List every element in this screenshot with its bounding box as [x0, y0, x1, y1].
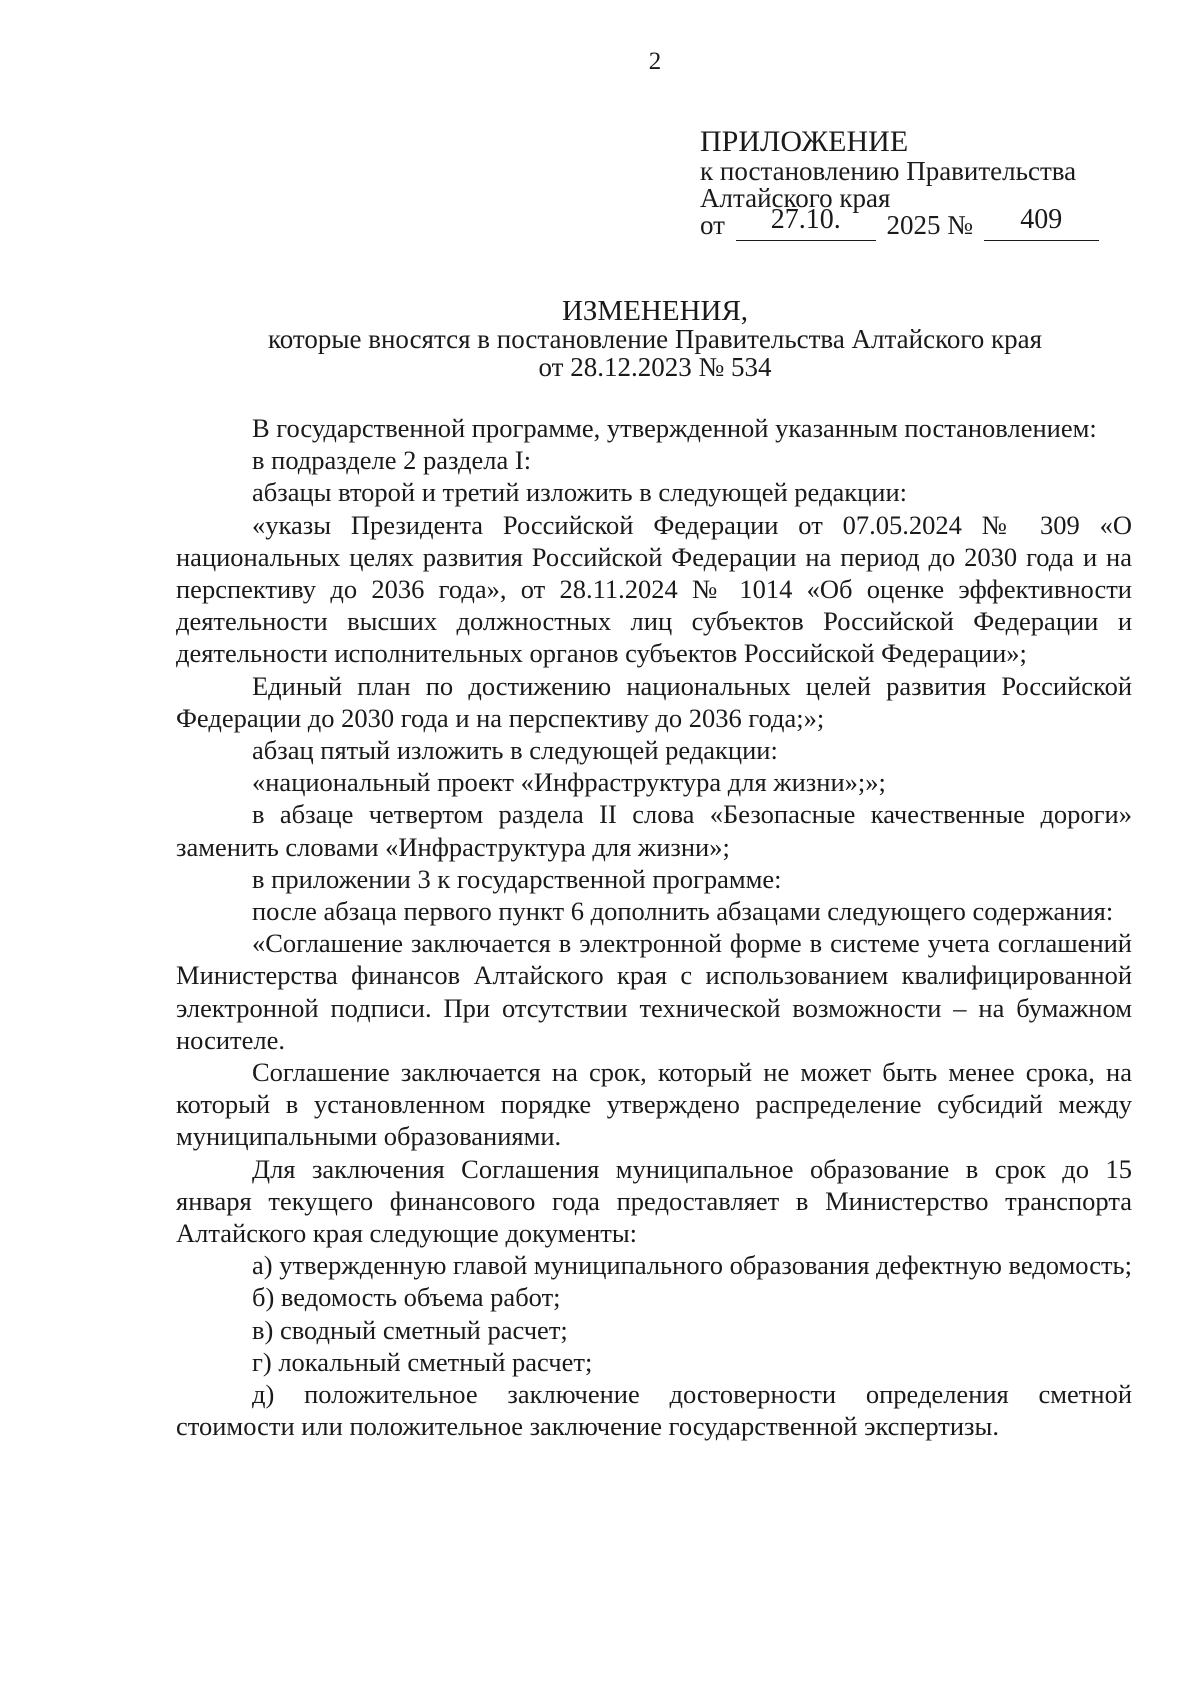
appendix-sign-line [700, 204, 1160, 241]
year-label: 2025 № [886, 210, 973, 240]
changes-subtitle: которые вносятся в постановление Правительства Алтайского края [267, 324, 1042, 354]
paragraph: в приложении 3 к государственной программе: [252, 863, 782, 894]
paragraph: Для заключения Соглашения муниципальное образование в срок до 15 января текущего финансового года предоставляет в Министерство транспорта Алтайского края следующие документы: [176, 1153, 1132, 1249]
appendix-line-1: к постановлению Правительства [700, 156, 1077, 186]
paragraph: абзац пятый изложить в следующей редакции: [252, 735, 778, 766]
paragraph: Единый план по достижению национальных целей развития Российской Федерации до 2030 года и на перспективу до 2036 года;»; [176, 670, 1132, 733]
paragraph: абзацы второй и третий изложить в следующей редакции: [252, 477, 907, 508]
paragraph: «национальный проект «Инфраструктура для жизни»;»; [252, 767, 886, 798]
paragraph: В государственной программе, утвержденной указанным постановлением: [252, 413, 1097, 443]
from-label: от [700, 210, 725, 240]
paragraph: в абзаце четвертом раздела II слова «Безопасные качественные дороги» заменить словами «Инфраструктура для жизни»; [176, 799, 1132, 862]
changes-subtitle-date: от 28.12.2023 № 534 [538, 352, 772, 382]
paragraph: в подразделе 2 раздела I: [252, 445, 532, 476]
paragraph: д) положительное заключение достоверности определения сметной стоимости или положительное заключение государственной экспертизы. [176, 1379, 1132, 1442]
document-body [176, 412, 1132, 1443]
appendix-line-2: Алтайского края [700, 183, 891, 213]
paragraph: «указы Президента Российской Федерации от 07.05.2024 № 309 «О национальных целях развития Российской Федерации на период до 2030 года и на перспективу до 2036 года», от 28.11.2024 № 1014 «Об оценке эффективности деятельности высших должностных лиц субъектов Российской Федерации и деятельности исполнительных органов субъектов Российской Федерации»; [176, 509, 1132, 669]
appendix-title: ПРИЛОЖЕНИЕ [700, 125, 909, 158]
page-number: 2 [648, 48, 662, 75]
paragraph: г) локальный сметный расчет; [252, 1346, 593, 1377]
paragraph: в) сводный сметный расчет; [252, 1314, 568, 1345]
paragraph: а) утвержденную главой муниципального образования дефектную ведомость; [252, 1250, 1132, 1281]
changes-title: ИЗМЕНЕНИЯ, [561, 295, 749, 327]
paragraph: б) ведомость объема работ; [252, 1282, 561, 1313]
paragraph: «Соглашение заключается в электронной форме в системе учета соглашений Министерства финансов Алтайского края с использованием квалифицированной электронной подписи. При отсутствии технической возможности – на бумажном носителе. [176, 928, 1132, 1055]
number-blank [984, 204, 1099, 241]
date-value: 27.10. [770, 204, 841, 235]
number-value: 409 [1020, 204, 1063, 235]
date-blank [736, 204, 876, 241]
paragraph: Соглашение заключается на срок, который не может быть менее срока, на который в установленном порядке утверждено распределение субсидий между муниципальными образованиями. [176, 1057, 1132, 1152]
appendix-block [700, 126, 1160, 241]
paragraph: после абзаца первого пункт 6 дополнить абзацами следующего содержания: [252, 896, 1114, 927]
